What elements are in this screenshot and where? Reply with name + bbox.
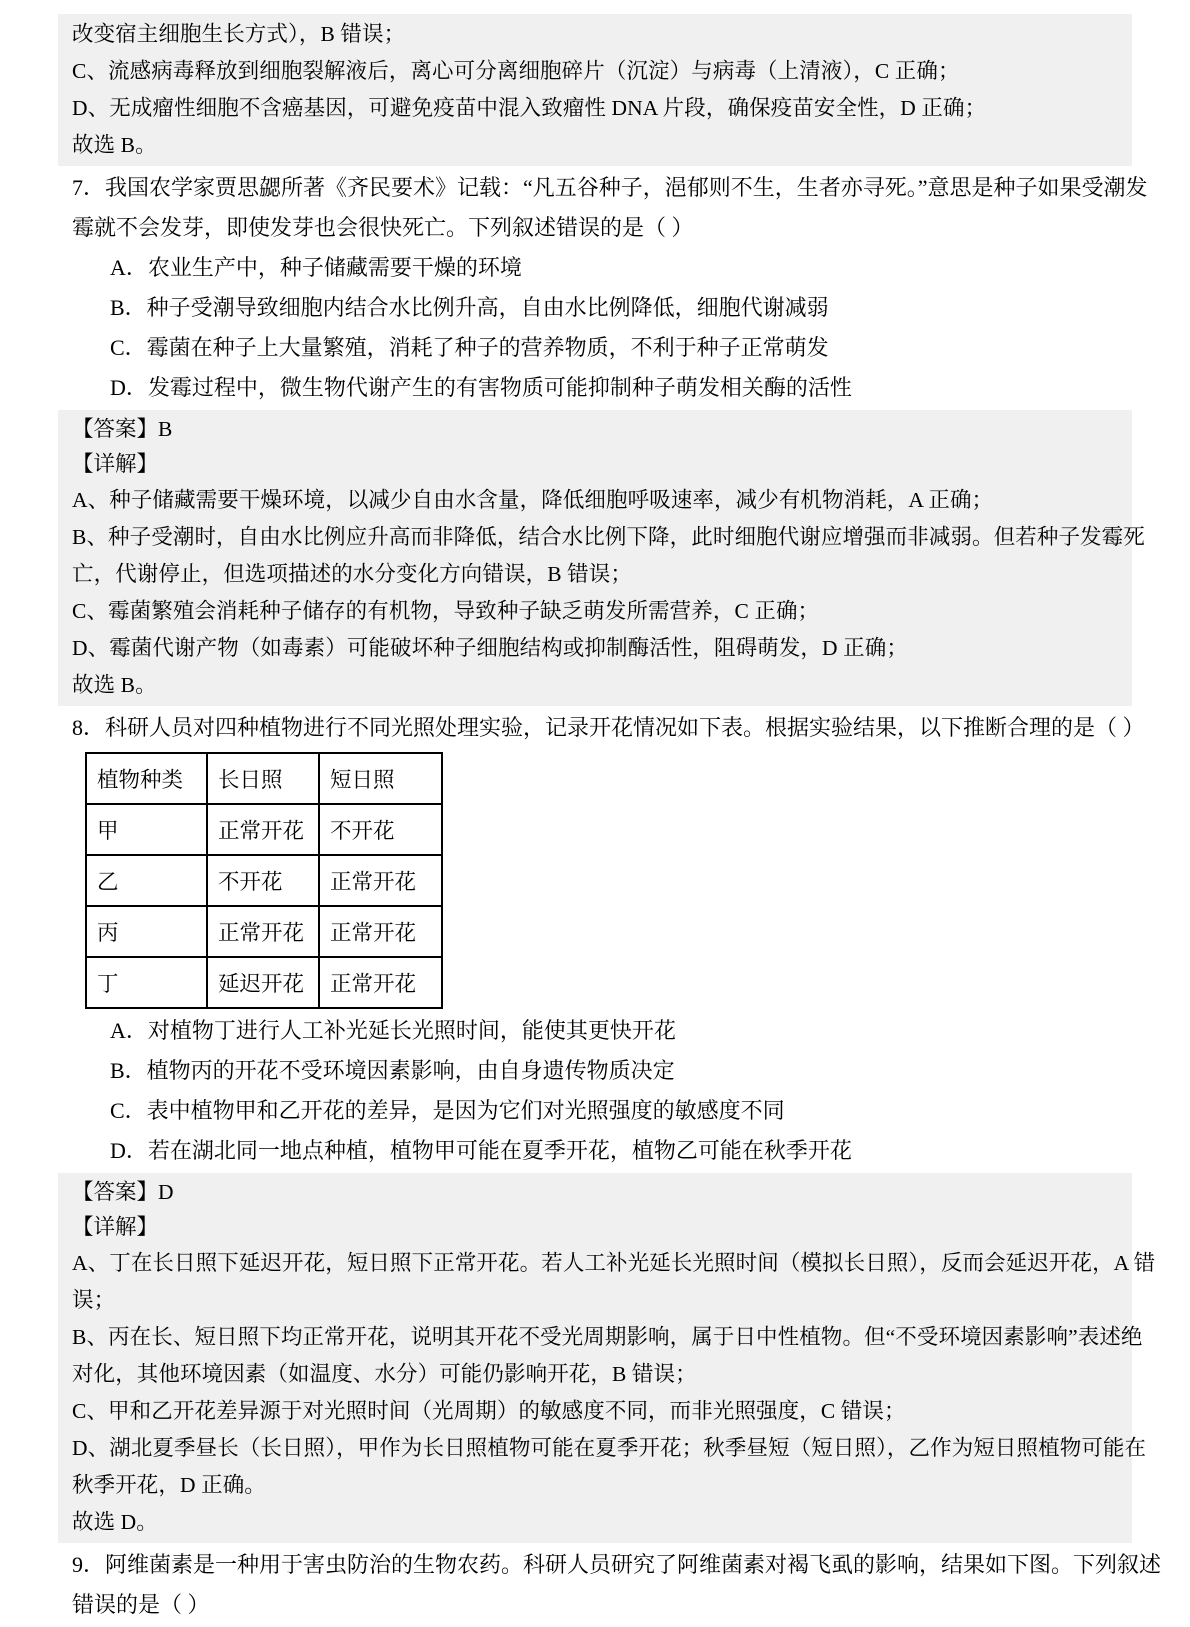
top-margin-gap [0,0,1190,14]
table-cell-species: 乙 [86,855,207,906]
question-7-stem-line-2: 霉就不会发芽，即使发芽也会很快死亡。下列叙述错误的是（ ） [72,215,694,240]
table-cell-short-day: 正常开花 [319,906,442,957]
question-8-stem-line-1: 8．科研人员对四种植物进行不同光照处理实验，记录开花情况如下表。根据实验结果，以下推断合理的是（ ） [72,715,1145,740]
question-8-detail-line: D、湖北夏季昼长（长日照），甲作为长日照植物可能在夏季开花；秋季昼短（短日照），乙作为短日照植物可能在 [72,1436,1147,1460]
table-header-cell: 植物种类 [86,753,207,804]
question-7-detail-line: C、霉菌繁殖会消耗种子储存的有机物，导致种子缺乏萌发所需营养，C 正确； [72,599,820,623]
plant-flowering-table [85,752,443,1009]
question-7-option-c[interactable]: C．霉菌在种子上大量繁殖，消耗了种子的营养物质，不利于种子正常萌发 [110,335,829,360]
table-cell-short-day: 正常开花 [319,855,442,906]
question-8-detail-line: 秋季开花，D 正确。 [72,1473,266,1497]
question-8-answer-value: D [158,1180,174,1204]
table-row [86,906,442,957]
table-header-cell: 短日照 [319,753,442,804]
question-7-detail-line: B、种子受潮时，自由水比例应升高而非降低，结合水比例下降，此时细胞代谢应增强而非减弱。但若种子发霉死 [72,525,1145,549]
table-cell-short-day: 不开花 [319,804,442,855]
answer-block-question-7 [58,410,1145,706]
question-7-answer-row [72,412,1118,447]
question-9-stem-line-1: 9．阿维菌素是一种用于害虫防治的生物农药。科研人员研究了阿维菌素对褐飞虱的影响，结果如下图。下列叙述 [72,1552,1162,1577]
table-cell-long-day: 正常开花 [207,906,319,957]
answer-block-question-8 [58,1173,1156,1543]
question-7-stem-line-1: 7．我国农学家贾思勰所著《齐民要术》记载：“凡五谷种子，浥郁则不生，生者亦寻死。”意思是种子如果受潮发 [72,175,1148,200]
question-8-option-b[interactable]: B．植物丙的开花不受环境因素影响，由自身遗传物质决定 [110,1058,675,1083]
question-7-detail-line: 亡，代谢停止，但选项描述的水分变化方向错误，B 错误； [72,562,632,586]
question-7-conclusion-line: 故选 B。 [72,673,157,697]
question-7 [58,166,1148,410]
question-8-option-c[interactable]: C．表中植物甲和乙开花的差异，是因为它们对光照强度的敏感度不同 [110,1098,785,1123]
explanation-line: C、流感病毒释放到细胞裂解液后，离心可分离细胞碎片（沉淀）与病毒（上清液），C 正确； [72,59,960,83]
table-row [86,855,442,906]
explanation-line: 改变宿主细胞生长方式），B 错误； [72,22,406,46]
question-7-detail-line: D、霉菌代谢产物（如毒素）可能破坏种子细胞结构或抑制酶活性，阻碍萌发，D 正确； [72,636,908,660]
table-cell-long-day: 不开花 [207,855,319,906]
explanation-block-question6-tail [58,14,1132,166]
answer-label: 【答案】 [72,417,159,441]
question-7-detail-label: 【详解】 [72,452,159,476]
question-8-table-wrapper [72,752,1118,1009]
table-cell-long-day: 延迟开花 [207,957,319,1008]
explanation-conclusion-line: 故选 B。 [72,133,157,157]
table-cell-short-day: 正常开花 [319,957,442,1008]
question-7-answer-value: B [158,417,173,441]
question-7-detail-line: A、种子储藏需要干燥环境，以减少自由水含量，降低细胞呼吸速率，减少有机物消耗，A 正确； [72,488,994,512]
table-row [86,957,442,1008]
question-8-answer-row [72,1175,1118,1210]
table-cell-species: 丙 [86,906,207,957]
question-7-option-d[interactable]: D．发霉过程中，微生物代谢产生的有害物质可能抑制种子萌发相关酶的活性 [110,375,852,400]
table-header-cell: 长日照 [207,753,319,804]
question-7-option-b[interactable]: B．种子受潮导致细胞内结合水比例升高，自由水比例降低，细胞代谢减弱 [110,295,829,320]
question-8-detail-line: B、丙在长、短日照下均正常开花，说明其开花不受光周期影响，属于日中性植物。但“不受环境因素影响”表述绝 [72,1325,1143,1349]
question-8 [58,706,1145,1173]
question-9-stem-line-2: 错误的是（ ） [72,1592,210,1617]
table-header-row [86,753,442,804]
table-cell-species: 甲 [86,804,207,855]
table-cell-long-day: 正常开花 [207,804,319,855]
question-9 [58,1543,1162,1627]
question-8-option-a[interactable]: A．对植物丁进行人工补光延长光照时间，能使其更快开花 [110,1018,676,1043]
question-8-detail-line: C、甲和乙开花差异源于对光照时间（光周期）的敏感度不同，而非光照强度，C 错误； [72,1399,906,1423]
question-8-detail-line: 误； [72,1288,116,1312]
question-7-option-a[interactable]: A．农业生产中，种子储藏需要干燥的环境 [110,255,522,280]
table-row [86,804,442,855]
question-8-detail-line: 对化，其他环境因素（如温度、水分）可能仍影响开花，B 错误； [72,1362,697,1386]
answer-label: 【答案】 [72,1180,159,1204]
question-8-detail-label: 【详解】 [72,1215,159,1239]
explanation-line: D、无成瘤性细胞不含癌基因，可避免疫苗中混入致瘤性 DNA 片段，确保疫苗安全性，D 正确； [72,96,987,120]
question-8-detail-line: A、丁在长日照下延迟开花，短日照下正常开花。若人工补光延长光照时间（模拟长日照），反而会延迟开花，A 错 [72,1251,1156,1275]
table-cell-species: 丁 [86,957,207,1008]
question-8-option-d[interactable]: D．若在湖北同一地点种植，植物甲可能在夏季开花，植物乙可能在秋季开花 [110,1138,852,1163]
question-8-detail-line: 故选 D。 [72,1510,158,1534]
